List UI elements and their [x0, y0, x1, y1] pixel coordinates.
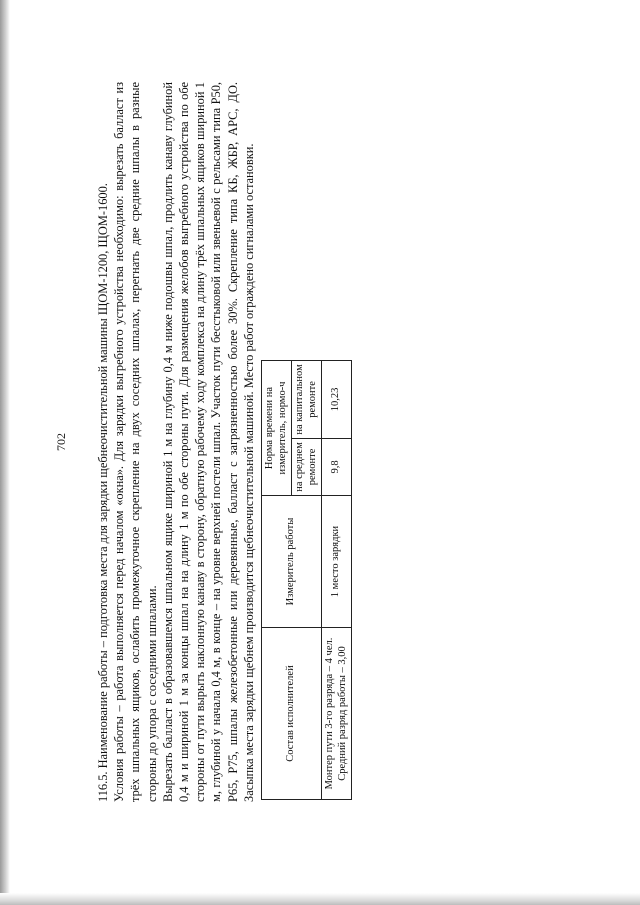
section-heading: 116.5. Наименование работы – подготовка места для зарядки щебнеочистительной машины ЩОМ-1200, ЩОМ-1600.: [96, 183, 110, 802]
document-body: [95, 82, 257, 802]
crew-line-1: Монтер пути 3-го разряда – 4 чел.: [324, 637, 336, 790]
paragraph-procedure: Вырезать балласт в образовавшемся шпальном ящике шириной 1 м на глубину 0,4 м ниже подошвы шпал, продлить канаву глубиной 0,4 м и шириной 1 м за концы шпал на на длину 1 м по обе стороны пути. Для размещения желобов выгребного устройства по обе стороны от пути вырыть наклонную канаву в сторону, обратную рабочему ходу комплекса на длину трёх шпальных ящиков шириной 1 м, глубиной у начала 0,4 м, в конце – на уровне верхней постели шпал. Участок пути бесстыковой или звеньевой с рельсами типа Р50, Р65, Р75, шпалы железобетонные или деревянные, балласт с загрязненностью более 30%. Скрепление типа КБ, ЖБР, АРС, ДО. Засыпка места зарядки щебнем производится щебнеочистительной машиной. Место работ ограждено сигналами остановки.: [160, 82, 256, 802]
table-row: [322, 361, 352, 800]
table-header-row: [262, 361, 292, 800]
cell-cap-repair: 10,23: [322, 361, 352, 439]
cell-crew: [322, 628, 352, 800]
cell-meter: 1 место зарядки: [322, 496, 352, 628]
header-avg-repair: на среднем ремонте: [292, 438, 322, 495]
rotated-page: [54, 82, 405, 802]
time-norm-table: [261, 360, 352, 800]
page-number: 702: [54, 433, 68, 451]
scan-shadow-left: [0, 0, 10, 905]
paragraph-conditions: Условия работы – работа выполняется перед началом «окна». Для зарядки выгребного устройства необходимо: вырезать балласт из трёх шпальных ящиков, ослабить промежуточное скрепление на двух соседних шпалах, перегнать две средние шпалы в разные стороны до упора с соседними шпалами.: [112, 82, 159, 802]
header-crew: Состав исполнителей: [262, 628, 322, 800]
crew-line-2: Средний разряд работы – 3,00: [336, 646, 348, 781]
scan-shadow-bottom: [0, 893, 640, 905]
header-norm: Норма времени на измеритель, нормо-ч: [262, 361, 292, 496]
header-meter: Измеритель работы: [262, 496, 322, 628]
cell-avg-repair: 9,8: [322, 438, 352, 495]
header-cap-repair: на капитальном ремонте: [292, 361, 322, 439]
